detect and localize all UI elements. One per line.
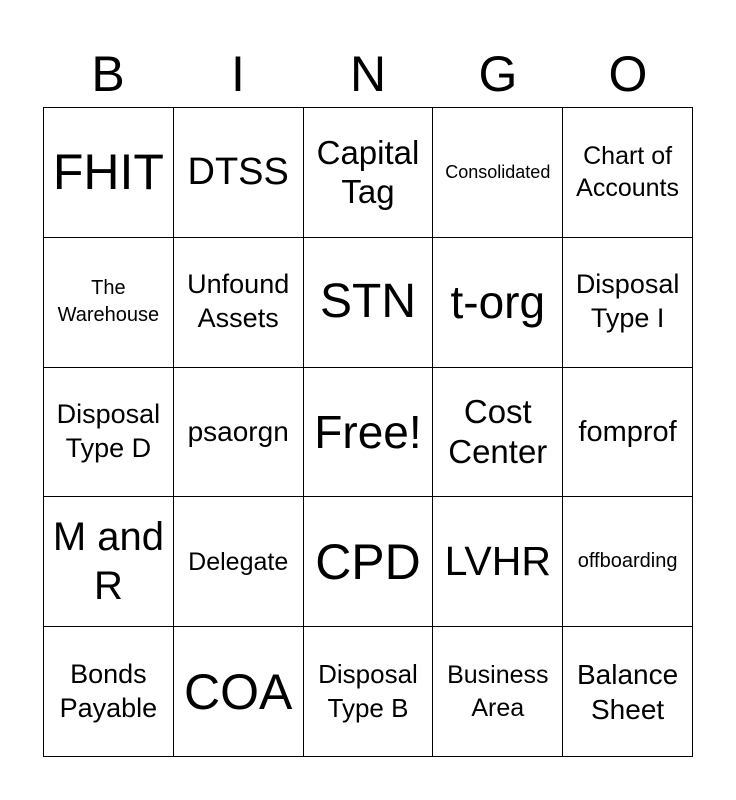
cell-label: Consolidated xyxy=(445,162,551,183)
bingo-cell-r2c2[interactable] xyxy=(174,238,304,368)
bingo-cell-r1c3[interactable] xyxy=(304,108,434,238)
cell-label: COA xyxy=(184,663,293,720)
bingo-cell-r2c4[interactable] xyxy=(433,238,563,368)
bingo-cell-r1c4[interactable] xyxy=(433,108,563,238)
cell-label: LVHR xyxy=(444,538,551,585)
bingo-cell-r1c5[interactable] xyxy=(563,108,693,238)
cell-label: Balance Sheet xyxy=(577,658,679,725)
bingo-header xyxy=(43,40,693,108)
cell-label: Disposal Type B xyxy=(318,658,418,723)
bingo-cell-r4c1[interactable] xyxy=(44,497,174,627)
bingo-cell-r3c1[interactable] xyxy=(44,368,174,498)
bingo-cell-r4c3[interactable] xyxy=(304,497,434,627)
cell-label: DTSS xyxy=(187,150,289,193)
cell-label: Disposal Type D xyxy=(56,399,161,463)
cell-label: Bonds Payable xyxy=(59,658,158,723)
bingo-cell-r5c4[interactable] xyxy=(433,627,563,757)
bingo-cell-r3c4[interactable] xyxy=(433,368,563,498)
header-letter-g: G xyxy=(478,46,518,102)
cell-label: offboarding xyxy=(577,550,678,573)
header-letter-i: I xyxy=(231,46,245,102)
cell-label: t-org xyxy=(450,276,546,329)
header-letter-n: N xyxy=(349,46,387,102)
cell-label: FHIT xyxy=(52,144,164,201)
cell-label: fomprof xyxy=(578,415,677,448)
cell-label: Delegate xyxy=(188,547,289,576)
bingo-cell-r5c5[interactable] xyxy=(563,627,693,757)
cell-label: psaorgn xyxy=(187,416,289,448)
header-letter-b: B xyxy=(91,46,125,102)
bingo-cell-r5c3[interactable] xyxy=(304,627,434,757)
cell-label: Cost Center xyxy=(448,393,548,470)
bingo-cell-r4c2[interactable] xyxy=(174,497,304,627)
header-letter-o: O xyxy=(608,46,648,102)
cell-label: Capital Tag xyxy=(316,133,420,211)
cell-label: STN xyxy=(319,275,416,329)
bingo-cell-r3c2[interactable] xyxy=(174,368,304,498)
bingo-board xyxy=(43,107,693,757)
bingo-cell-r4c4[interactable] xyxy=(433,497,563,627)
cell-label: CPD xyxy=(315,533,421,590)
bingo-cell-r3c3[interactable] xyxy=(304,368,434,498)
bingo-cell-r5c1[interactable] xyxy=(44,627,174,757)
cell-label: Free! xyxy=(314,405,422,458)
bingo-cell-r1c1[interactable] xyxy=(44,108,174,238)
bingo-cell-r5c2[interactable] xyxy=(174,627,304,757)
bingo-cell-r4c5[interactable] xyxy=(563,497,693,627)
bingo-cell-r2c5[interactable] xyxy=(563,238,693,368)
cell-label: Disposal Type I xyxy=(575,269,680,334)
bingo-cell-r2c3[interactable] xyxy=(304,238,434,368)
cell-label: The Warehouse xyxy=(57,277,160,327)
cell-label: Unfound Assets xyxy=(187,269,290,334)
bingo-cell-r2c1[interactable] xyxy=(44,238,174,368)
cell-label: Business Area xyxy=(447,661,549,722)
bingo-cell-r3c5[interactable] xyxy=(563,368,693,498)
cell-label: M and R xyxy=(52,514,164,608)
cell-label: Chart of Accounts xyxy=(576,141,680,203)
bingo-cell-r1c2[interactable] xyxy=(174,108,304,238)
